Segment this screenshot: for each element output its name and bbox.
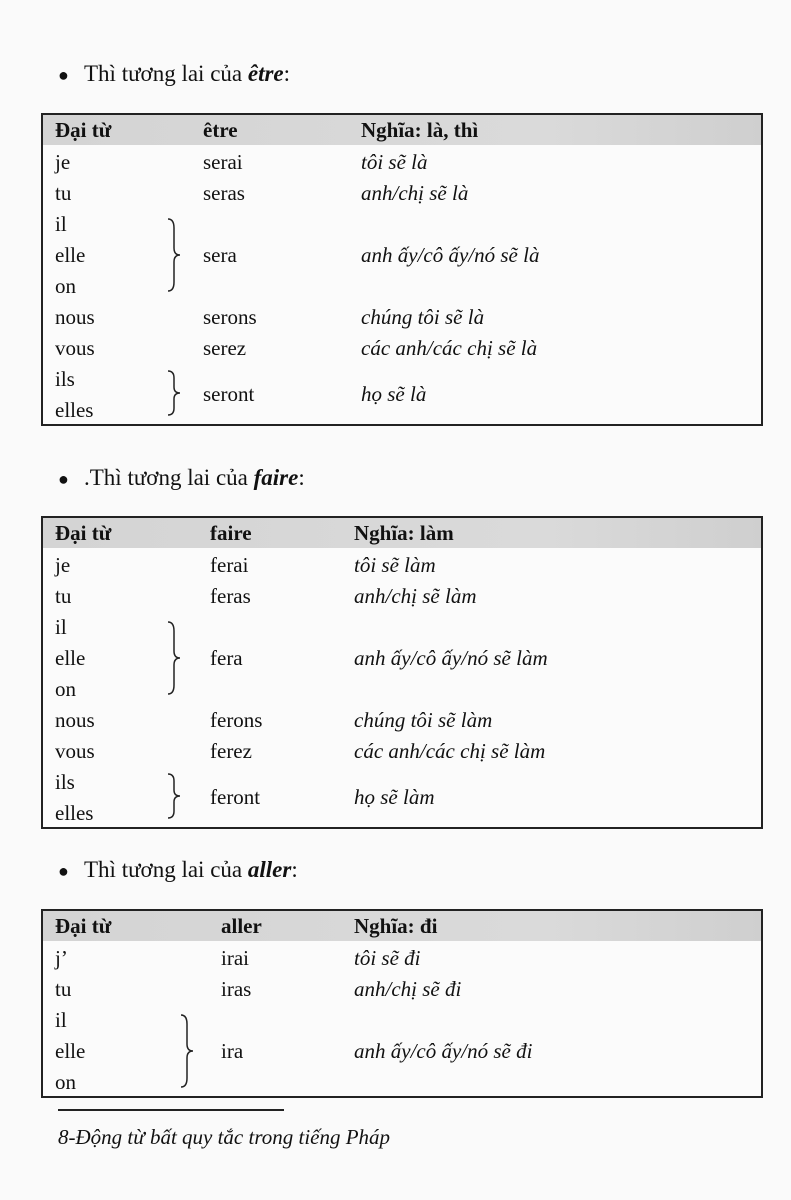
table-row-form: ferons [210, 708, 263, 732]
table-row-meaning: chúng tôi sẽ làm [354, 708, 493, 732]
conjugation-table-aller [41, 909, 763, 1098]
heading-prefix: .Thì tương lai của [84, 465, 254, 490]
table-row-pronoun: je [55, 150, 71, 174]
header-meaning: Nghĩa: đi [354, 914, 438, 938]
heading-suffix: : [283, 61, 291, 86]
table-row-pronoun: ils [55, 367, 75, 391]
table-row-form: fera [210, 646, 243, 670]
heading-verb: aller [247, 857, 292, 882]
table-row-form: serez [203, 336, 247, 360]
heading-suffix: : [298, 465, 305, 490]
table-header [43, 518, 761, 548]
table-row-form: ferez [210, 739, 252, 763]
table-row-meaning: anh/chị sẽ làm [354, 584, 477, 608]
table-row-pronoun: vous [55, 739, 95, 763]
table-row-meaning: anh/chị sẽ đi [354, 977, 462, 1001]
right-brace-icon [167, 621, 181, 695]
table-row-pronoun: j’ [55, 946, 68, 970]
table-row-pronoun: elle [55, 243, 86, 267]
bullet-icon: ● [58, 469, 69, 489]
conjugation-table-faire [41, 516, 763, 829]
conjugation-table-etre [41, 113, 763, 426]
table-row-meaning: chúng tôi sẽ là [361, 305, 485, 329]
table-row-form: serons [203, 305, 257, 329]
table-row-meaning: họ sẽ là [361, 382, 427, 406]
page-footer: 8-Động từ bất quy tắc trong tiếng Pháp [58, 1125, 391, 1149]
table-row-meaning: anh ấy/cô ấy/nó sẽ là [361, 243, 540, 267]
table-row-pronoun: tu [55, 977, 72, 1001]
heading-verb: être [247, 61, 284, 86]
table-row-pronoun: tu [55, 181, 72, 205]
header-verb: faire [210, 521, 252, 545]
table-row-meaning: các anh/các chị sẽ là [361, 336, 538, 360]
header-meaning: Nghĩa: làm [354, 521, 454, 545]
table-row-pronoun: elles [55, 398, 94, 422]
header-verb: être [203, 118, 238, 142]
heading-verb: faire [253, 465, 299, 490]
table-row-pronoun: on [55, 274, 76, 298]
table-row-form: irai [221, 946, 249, 970]
right-brace-icon [167, 218, 181, 292]
table-row-pronoun: ils [55, 770, 75, 794]
section-heading-etre [58, 60, 290, 89]
table-row-pronoun: on [55, 1070, 76, 1094]
table-row-meaning: anh/chị sẽ là [361, 181, 469, 205]
table-row-form: feras [210, 584, 251, 608]
section-heading-aller [58, 856, 298, 885]
table-header [43, 115, 761, 145]
table-row-pronoun: vous [55, 336, 95, 360]
table-row-meaning: tôi sẽ đi [354, 946, 421, 970]
table-row-meaning: anh ấy/cô ấy/nó sẽ đi [354, 1039, 533, 1063]
right-brace-icon [180, 1014, 194, 1088]
table-row-meaning: tôi sẽ làm [354, 553, 436, 577]
table-row-form: ferai [210, 553, 249, 577]
bullet-icon: ● [58, 65, 69, 85]
table-row-pronoun: il [55, 615, 67, 639]
bullet-icon: ● [58, 861, 69, 881]
table-row-pronoun: nous [55, 708, 95, 732]
table-row-pronoun: elle [55, 1039, 86, 1063]
table-row-pronoun: il [55, 212, 67, 236]
header-verb: aller [221, 914, 262, 938]
table-row-meaning: anh ấy/cô ấy/nó sẽ làm [354, 646, 548, 670]
header-pronoun: Đại từ [55, 118, 112, 142]
table-row-meaning: họ sẽ làm [354, 785, 435, 809]
header-pronoun: Đại từ [55, 914, 112, 938]
section-heading-faire [58, 464, 305, 493]
table-row-pronoun: il [55, 1008, 67, 1032]
table-row-form: ira [221, 1039, 244, 1063]
table-row-pronoun: nous [55, 305, 95, 329]
table-row-form: iras [221, 977, 252, 1001]
heading-prefix: Thì tương lai của [84, 61, 248, 86]
table-row-meaning: tôi sẽ là [361, 150, 428, 174]
heading-prefix: Thì tương lai của [84, 857, 248, 882]
right-brace-icon [167, 370, 181, 416]
table-row-pronoun: elles [55, 801, 94, 825]
table-row-form: seront [203, 382, 255, 406]
table-row-form: feront [210, 785, 261, 809]
table-header [43, 911, 761, 941]
table-row-pronoun: on [55, 677, 76, 701]
table-row-form: sera [203, 243, 237, 267]
footer-divider [58, 1109, 284, 1111]
header-meaning: Nghĩa: là, thì [361, 118, 479, 142]
table-row-form: serai [203, 150, 243, 174]
table-row-pronoun: elle [55, 646, 86, 670]
table-row-form: seras [203, 181, 245, 205]
heading-suffix: : [291, 857, 298, 882]
table-row-pronoun: je [55, 553, 71, 577]
header-pronoun: Đại từ [55, 521, 112, 545]
right-brace-icon [167, 773, 181, 819]
table-row-meaning: các anh/các chị sẽ làm [354, 739, 546, 763]
table-row-pronoun: tu [55, 584, 72, 608]
